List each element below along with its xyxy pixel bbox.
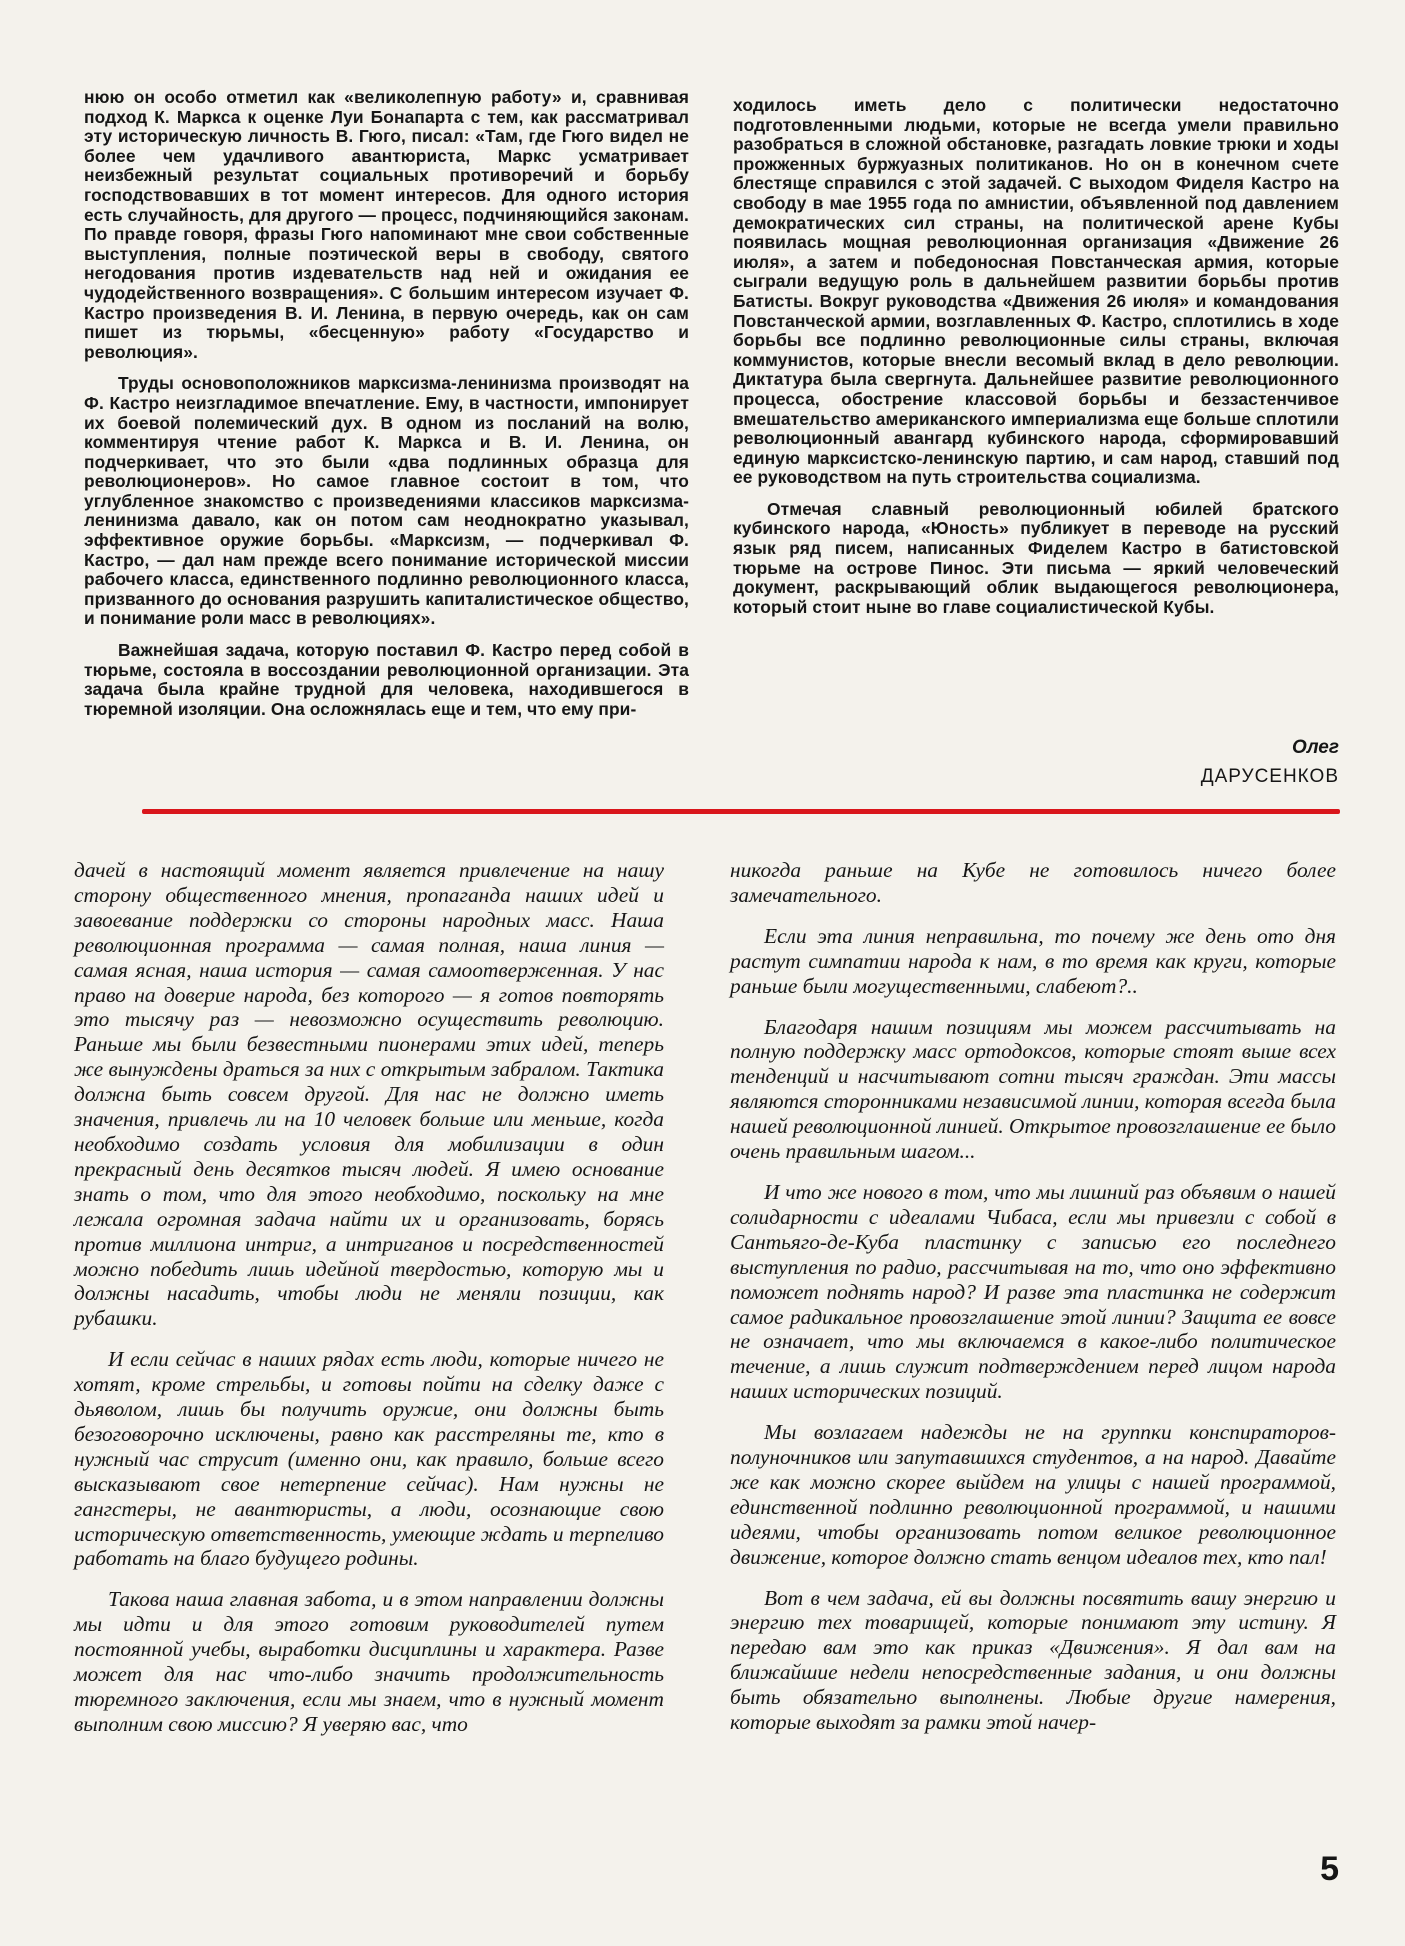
letter-paragraph: никогда раньше на Кубе не готовилось ничего более замечательного. xyxy=(730,858,1336,907)
letter-left-column xyxy=(74,858,664,1753)
intro-paragraph: ходилось иметь дело с политически недостаточно подготовленными людьми, которые не всегда умели правильно разобраться в сложной обстановке, разгадать ловкие трюки и ходы прожженных буржуазных политиканов. Но он в конечном счете блестяще справился с этой задачей. С выходом Фиделя Кастро на свободу в мае 1955 года по амнистии, объявленной под давлением демократических сил страны, на политической арене Кубы появилась мощная революционная организация «Движение 26 июля», а затем и победоносная Повстанческая армия, которые сыграли ведущую роль в дальнейшем развитии борьбы против Батисты. Вокруг руководства «Движения 26 июля» и командования Повстанческой армии, возглавленных Ф. Кастро, сплотились в ходе борьбы все подлинно революционные силы страны, включая коммунистов, которые внесли весомый вклад в дело революции. Диктатура была свергнута. Дальнейшее развитие революционного процесса, обострение классовой борьбы и беззастенчивое вмешательство американского империализма еще больше сплотили революционный авангард кубинского народа, сформировавший единую марксистско-ленинскую партию, и сам народ, ставший под ее руководством на путь строительства социализма. xyxy=(733,95,1339,488)
letter-paragraph: И если сейчас в наших рядах есть люди, которые ничего не хотят, кроме стрельбы, и готовы пойти на сделку даже с дьяволом, лишь бы получить оружие, они должны быть безоговорочно исключены, равно как расстреляны те, кто в нужный час струсит (именно они, как правило, больше всего высказывают свое нетерпение сейчас). Нам нужны не гангстеры, не авантюристы, а люди, осознающие свою историческую ответственность, умеющие ждать и терпеливо работать на благо будущего родины. xyxy=(74,1347,664,1571)
letter-paragraph: Мы возлагаем надежды не на группки конспираторов-полуночников или запутавшихся студентов, а на народ. Давайте же как можно скорее выйдем на улицы с нашей программой, единственной подлинно революционной программой, и нашими идеями, чтобы организовать потом великое революционное движение, которое должно стать венцом идеалов тех, кто пал! xyxy=(730,1420,1336,1569)
author-first-name: Олег xyxy=(1291,737,1339,758)
intro-paragraph: нюю он особо отметил как «великолепную работу» и, сравнивая подход К. Маркса к оценке Луи Бонапарта с тем, как рассматривал эту историческую личность В. Гюго, писал: «Там, где Гюго видел не более чем удачливого авантюриста, Маркс усматривает неизбежный результат социальных противоречий и борьбу господствовавших в тот момент интересов. Для одного история есть случайность, для другого — процесс, подчиняющийся законам. По правде говоря, фразы Гюго напоминают мне свои собственные выступления, полные поэтической веры в свободу, святого негодования против издевательств над ней и ожидания ее чудодейственного возвращения». С большим интересом изучает Ф. Кастро произведения В. И. Ленина, в первую очередь, как он сам пишет из тюрьмы, «бесценную» работу «Государство и революция». xyxy=(84,87,689,362)
letter-right-column xyxy=(730,858,1336,1751)
letter-paragraph: Если эта линия неправильна, то почему же день ото дня растут симпатии народа к нам, в то время как круги, которые раньше были могущественными, слабеют?.. xyxy=(730,923,1336,998)
intro-paragraph: Важнейшая задача, которую поставил Ф. Кастро перед собой в тюрьме, состояла в воссоздании революционной организации. Эта задача была крайне трудной для человека, находившегося в тюремной изоляции. Она осложнялась еще и тем, что ему при- xyxy=(84,640,689,719)
letter-paragraph: Вот в чем задача, ей вы должны посвятить вашу энергию и энергию тех товарищей, которые понимают эту истину. Я передаю вам это как приказ «Движения». Я дал вам на ближайшие недели непосредственные задания, и они должны быть обязательно выполнены. Любые другие намерения, которые выходят за рамки этой начер- xyxy=(730,1585,1336,1735)
intro-paragraph: Труды основоположников марксизма-ленинизма производят на Ф. Кастро неизгладимое впечатление. Ему, в частности, импонирует их боевой полемический дух. В одном из посланий на волю, комментируя чтение работ К. Маркса и В. И. Ленина, он подчеркивает, что это были «два подлинных образца для революционеров». Но самое главное состоит в том, что углубленное знакомство с произведениями классиков марксизма-ленинизма давало, как он потом сам неоднократно указывал, эффективное оружие борьбы. «Марксизм, — подчеркивал Ф. Кастро, — дал нам прежде всего понимание исторической миссии рабочего класса, единственного подлинно революционного класса, призванного до основания разрушить капиталистическое общество, и понимание роли масс в революциях». xyxy=(84,373,689,629)
section-divider xyxy=(142,809,1340,814)
intro-left-column xyxy=(84,88,689,731)
letter-paragraph: Такова наша главная забота, и в этом направлении должны мы идти и для этого готовим руководителей путем постоянной учебы, выработки дисциплины и характера. Разве может для нас что-либо значить продолжительность тюремного заключения, если мы знаем, что в нужный момент выполним свою миссию? Я уверяю вас, что xyxy=(74,1587,664,1736)
author-signature xyxy=(1201,733,1339,791)
intro-right-column xyxy=(733,96,1339,629)
letter-paragraph: дачей в настоящий момент является привлечение на нашу сторону общественного мнения, пропаганда наших идей и завоевание поддержки со стороны народных масс. Наша революционная программа — самая полная, наша линия — самая ясная, наша история — самая самоотверженная. У нас право на доверие народа, без которого — я готов повторять это тысячу раз — невозможно осуществить революцию. Раньше мы были безвестными пионерами этих идей, теперь же вынуждены драться за них с открытым забралом. Тактика должна быть совсем другой. Для нас не должно иметь значения, привлечь ли на 10 человек больше или меньше, когда необходимо создать условия для мобилизации в один прекрасный день десятков тысяч людей. Я имею основание знать о том, что для этого необходимо, поскольку на мне лежала огромная задача найти их и организовать, борясь против миллиона интриг, а интриганов и посредственностей можно победить лишь идейной твердостью, которую мы и должны насадить, чтобы люди не меняли позиции, как рубашки. xyxy=(74,858,664,1331)
intro-paragraph: Отмечая славный революционный юбилей братского кубинского народа, «Юность» публикует в переводе на русский язык ряд писем, написанных Фиделем Кастро в батистовской тюрьме на острове Пинос. Эти письма — яркий человеческий документ, раскрывающий облик выдающегося революционера, который стоит ныне во главе социалистической Кубы. xyxy=(733,498,1339,617)
letter-paragraph: И что же нового в том, что мы лишний раз объявим о нашей солидарности с идеалами Чибаса, если мы привезли с собой в Сантьяго-де-Куба пластинку с записью его последнего выступления по радио, рассчитывая на то, что оно эффективно поможет поднять народ? И разве эта пластинка не содержит самое радикальное провозглашение этой линии? Защита ее вовсе не означает, что мы включаемся в какое-либо политическое течение, а лишь служит подтверждением перед лицом народа наших исторических позиций. xyxy=(730,1179,1336,1404)
letter-paragraph: Благодаря нашим позициям мы можем рассчитывать на полную поддержку масс ортодоксов, которые стоят выше всех тенденций и насчитывают сотни тысяч граждан. Эти массы являются сторонниками независимой линии, которая всегда была нашей революционной линией. Открытое провозглашение ее было очень правильным шагом... xyxy=(730,1014,1336,1164)
page-number: 5 xyxy=(1320,1850,1339,1888)
author-last-name: ДАРУСЕНКОВ xyxy=(1200,766,1339,787)
